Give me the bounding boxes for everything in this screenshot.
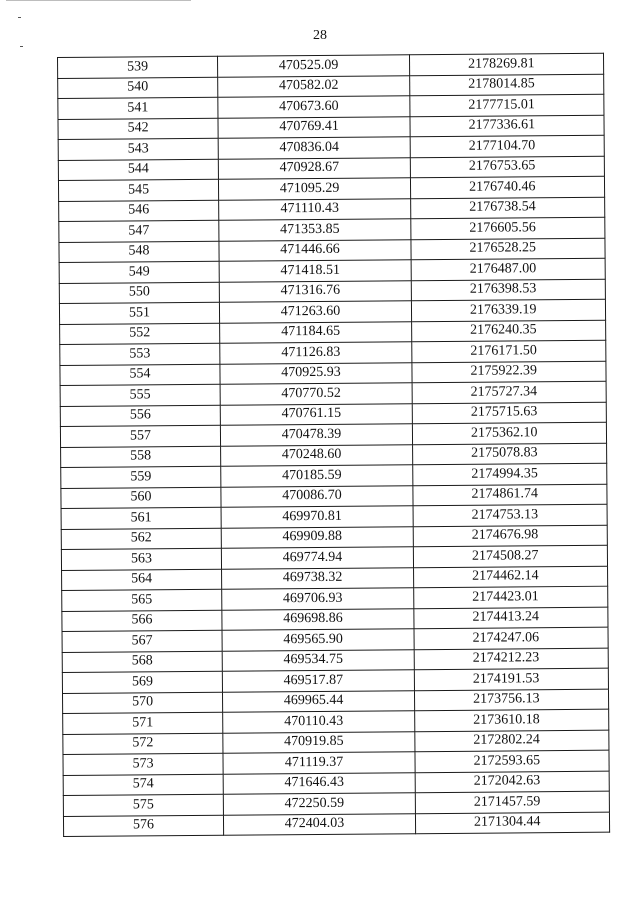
x-coordinate-cell: 470478.39 [220, 424, 412, 446]
coordinates-table-wrapper [57, 53, 610, 837]
page-number: 28 [313, 28, 327, 43]
point-number-cell: 563 [61, 548, 221, 570]
point-number-cell: 566 [62, 610, 222, 632]
point-number-cell: 560 [61, 487, 221, 509]
point-number-cell: 574 [63, 774, 223, 796]
x-coordinate-cell: 470582.02 [218, 75, 410, 97]
y-coordinate-cell: 2178014.85 [410, 74, 604, 96]
y-coordinate-cell: 2177336.61 [410, 115, 604, 137]
x-coordinate-cell: 470525.09 [217, 55, 409, 77]
y-coordinate-cell: 2172042.63 [415, 771, 609, 793]
x-coordinate-cell: 469970.81 [221, 506, 413, 528]
x-coordinate-cell: 470928.67 [218, 157, 410, 179]
point-number-cell: 555 [60, 384, 220, 406]
y-coordinate-cell: 2175715.63 [412, 402, 606, 424]
point-number-cell: 569 [62, 671, 222, 693]
x-coordinate-cell: 469534.75 [222, 649, 414, 671]
point-number-cell: 547 [59, 220, 219, 242]
x-coordinate-cell: 472250.59 [223, 793, 415, 815]
x-coordinate-cell: 471126.83 [220, 342, 412, 364]
point-number-cell: 543 [58, 138, 218, 160]
point-number-cell: 542 [58, 118, 218, 140]
point-number-cell: 554 [60, 364, 220, 386]
x-coordinate-cell: 471184.65 [220, 321, 412, 343]
y-coordinate-cell: 2177715.01 [410, 94, 604, 116]
y-coordinate-cell: 2176753.65 [410, 156, 604, 178]
y-coordinate-cell: 2178269.81 [409, 53, 603, 75]
y-coordinate-cell: 2174753.13 [413, 504, 607, 526]
point-number-cell: 551 [59, 302, 219, 324]
x-coordinate-cell: 470086.70 [221, 485, 413, 507]
x-coordinate-cell: 470769.41 [218, 116, 410, 138]
x-coordinate-cell: 470919.85 [223, 731, 415, 753]
y-coordinate-cell: 2174191.53 [414, 668, 608, 690]
scan-artifact-dot [18, 17, 21, 18]
y-coordinate-cell: 2174462.14 [414, 566, 608, 588]
y-coordinate-cell: 2175362.10 [412, 422, 606, 444]
x-coordinate-cell: 471418.51 [219, 260, 411, 282]
x-coordinate-cell: 469517.87 [222, 670, 414, 692]
y-coordinate-cell: 2176528.25 [411, 238, 605, 260]
x-coordinate-cell: 469698.86 [222, 608, 414, 630]
point-number-cell: 544 [58, 159, 218, 181]
point-number-cell: 548 [59, 241, 219, 263]
y-coordinate-cell: 2171457.59 [415, 791, 609, 813]
point-number-cell: 558 [61, 446, 221, 468]
point-number-cell: 571 [63, 712, 223, 734]
x-coordinate-cell: 470761.15 [220, 403, 412, 425]
x-coordinate-cell: 471095.29 [218, 178, 410, 200]
y-coordinate-cell: 2176240.35 [412, 320, 606, 342]
point-number-cell: 540 [58, 77, 218, 99]
x-coordinate-cell: 470836.04 [218, 137, 410, 159]
scan-artifact-line [6, 0, 191, 1]
y-coordinate-cell: 2175727.34 [412, 381, 606, 403]
y-coordinate-cell: 2176740.46 [410, 176, 604, 198]
x-coordinate-cell: 470770.52 [220, 383, 412, 405]
point-number-cell: 557 [60, 425, 220, 447]
y-coordinate-cell: 2176398.53 [411, 279, 605, 301]
x-coordinate-cell: 471353.85 [219, 219, 411, 241]
x-coordinate-cell: 471263.60 [219, 301, 411, 323]
point-number-cell: 562 [61, 528, 221, 550]
x-coordinate-cell: 469909.88 [221, 526, 413, 548]
point-number-cell: 564 [62, 569, 222, 591]
point-number-cell: 565 [62, 589, 222, 611]
point-number-cell: 572 [63, 733, 223, 755]
point-number-cell: 567 [62, 630, 222, 652]
y-coordinate-cell: 2172593.65 [415, 750, 609, 772]
x-coordinate-cell: 469706.93 [222, 588, 414, 610]
y-coordinate-cell: 2174508.27 [413, 545, 607, 567]
y-coordinate-cell: 2174247.06 [414, 627, 608, 649]
point-number-cell: 539 [58, 56, 218, 78]
y-coordinate-cell: 2176339.19 [411, 299, 605, 321]
point-number-cell: 545 [58, 179, 218, 201]
point-number-cell: 550 [59, 282, 219, 304]
y-coordinate-cell: 2175078.83 [413, 443, 607, 465]
x-coordinate-cell: 470673.60 [218, 96, 410, 118]
x-coordinate-cell: 471446.66 [219, 239, 411, 261]
y-coordinate-cell: 2175922.39 [412, 361, 606, 383]
x-coordinate-cell: 470925.93 [220, 362, 412, 384]
y-coordinate-cell: 2174212.23 [414, 648, 608, 670]
y-coordinate-cell: 2176487.00 [411, 258, 605, 280]
x-coordinate-cell: 471316.76 [219, 280, 411, 302]
table-row [63, 812, 609, 837]
point-number-cell: 556 [60, 405, 220, 427]
x-coordinate-cell: 469738.32 [222, 567, 414, 589]
y-coordinate-cell: 2177104.70 [410, 135, 604, 157]
x-coordinate-cell: 469565.90 [222, 629, 414, 651]
point-number-cell: 576 [63, 815, 223, 837]
scan-artifact-dot [20, 46, 23, 47]
x-coordinate-cell: 470248.60 [221, 444, 413, 466]
point-number-cell: 568 [62, 651, 222, 673]
point-number-cell: 549 [59, 261, 219, 283]
y-coordinate-cell: 2174994.35 [413, 463, 607, 485]
x-coordinate-cell: 470185.59 [221, 465, 413, 487]
y-coordinate-cell: 2174423.01 [414, 586, 608, 608]
point-number-cell: 546 [59, 200, 219, 222]
y-coordinate-cell: 2174413.24 [414, 607, 608, 629]
x-coordinate-cell: 471646.43 [223, 772, 415, 794]
x-coordinate-cell: 470110.43 [223, 711, 415, 733]
point-number-cell: 541 [58, 97, 218, 119]
y-coordinate-cell: 2173610.18 [415, 709, 609, 731]
y-coordinate-cell: 2176738.54 [411, 197, 605, 219]
x-coordinate-cell: 472404.03 [223, 813, 415, 835]
x-coordinate-cell: 469965.44 [222, 690, 414, 712]
point-number-cell: 552 [60, 323, 220, 345]
coordinates-table [57, 53, 610, 837]
point-number-cell: 573 [63, 753, 223, 775]
y-coordinate-cell: 2174861.74 [413, 484, 607, 506]
coordinates-table-body [58, 53, 610, 836]
point-number-cell: 553 [60, 343, 220, 365]
y-coordinate-cell: 2172802.24 [415, 730, 609, 752]
point-number-cell: 575 [63, 794, 223, 816]
x-coordinate-cell: 471110.43 [219, 198, 411, 220]
y-coordinate-cell: 2171304.44 [415, 812, 609, 834]
x-coordinate-cell: 471119.37 [223, 752, 415, 774]
y-coordinate-cell: 2176605.56 [411, 217, 605, 239]
point-number-cell: 570 [62, 692, 222, 714]
y-coordinate-cell: 2174676.98 [413, 525, 607, 547]
y-coordinate-cell: 2176171.50 [412, 340, 606, 362]
y-coordinate-cell: 2173756.13 [414, 689, 608, 711]
point-number-cell: 561 [61, 507, 221, 529]
x-coordinate-cell: 469774.94 [221, 547, 413, 569]
point-number-cell: 559 [61, 466, 221, 488]
